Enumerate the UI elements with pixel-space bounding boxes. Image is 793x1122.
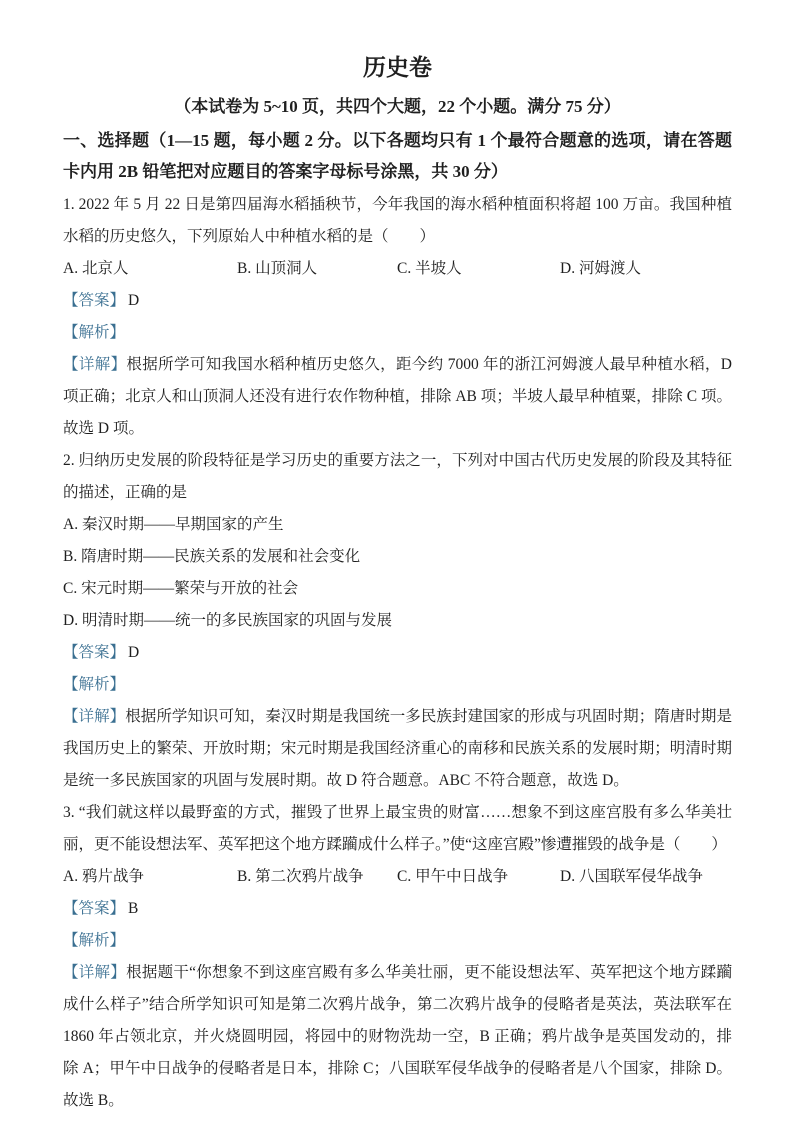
question-1-options bbox=[63, 253, 732, 285]
question-2-option-a: A. 秦汉时期——早期国家的产生 bbox=[63, 516, 284, 533]
question-2-option-b: B. 隋唐时期——民族关系的发展和社会变化 bbox=[63, 548, 361, 565]
question-1-analysis-line bbox=[63, 317, 732, 349]
exam-subtitle: （本试卷为 5~10 页，共四个大题，22 个小题。满分 75 分） bbox=[174, 97, 621, 116]
answer-label: 【答案】 bbox=[63, 292, 126, 309]
question-2-analysis-line bbox=[63, 669, 732, 701]
analysis-label: 【解析】 bbox=[63, 932, 126, 949]
question-3-option-b: B. 第二次鸦片战争 bbox=[237, 868, 364, 885]
question-3-detail bbox=[63, 957, 732, 1117]
question-1-answer-value: D bbox=[128, 292, 140, 309]
question-3-detail-text: 根据题干“你想象不到这座宫殿有多么华美壮丽，更不能设想法军、英军把这个地方蹂躏成什么样子”结合所学知识可知是第二次鸦片战争，第二次鸦片战争的侵略者是英法，英法联军在 1860 年占领北京，并火烧圆明园，将园中的财物洗劫一空，B 正确；鸦片战争是英国发动的，排除 A；甲午中日战争的侵略者是日本，排除 C；八国联军侵华战争的侵略者是八个国家，排除 D。故选 B。 bbox=[63, 964, 732, 1109]
question-2-options bbox=[63, 509, 732, 637]
question-1-option-b: B. 山顶洞人 bbox=[237, 260, 318, 277]
question-1-option-a: A. 北京人 bbox=[63, 260, 129, 277]
question-3-answer-value: B bbox=[128, 900, 139, 917]
question-3-options bbox=[63, 861, 732, 893]
question-1-option-c: C. 半坡人 bbox=[397, 260, 462, 277]
question-2-stem: 2. 归纳历史发展的阶段特征是学习历史的重要方法之一，下列对中国古代历史发展的阶段及其特征的描述，正确的是 bbox=[63, 452, 732, 501]
detail-label: 【详解】 bbox=[63, 708, 126, 725]
question-2-detail bbox=[63, 701, 732, 797]
question-3-stem: 3. “我们就这样以最野蛮的方式，摧毁了世界上最宝贵的财富……想象不到这座宫股有多么华美壮丽，更不能设想法军、英军把这个地方蹂躏成什么样子。”使“这座宫殿”惨遭摧毁的战争是（ ） bbox=[63, 804, 732, 853]
question-1-stem: 1. 2022 年 5 月 22 日是第四届海水稻插秧节，今年我国的海水稻种植面积将超 100 万亩。我国种植水稻的历史悠久，下列原始人中种植水稻的是（ ） bbox=[63, 196, 732, 245]
question-2-option-c: C. 宋元时期——繁荣与开放的社会 bbox=[63, 580, 299, 597]
question-3 bbox=[63, 797, 732, 1117]
detail-label: 【详解】 bbox=[63, 964, 127, 981]
question-3-answer-line bbox=[63, 893, 732, 925]
detail-label: 【详解】 bbox=[63, 356, 127, 373]
question-3-option-a: A. 鸦片战争 bbox=[63, 868, 144, 885]
answer-label: 【答案】 bbox=[63, 900, 126, 917]
question-1-answer-line bbox=[63, 285, 732, 317]
question-3-option-c: C. 甲午中日战争 bbox=[397, 868, 509, 885]
section-heading: 一、选择题（1—15 题，每小题 2 分。以下各题均只有 1 个最符合题意的选项，请在答题卡内用 2B 铅笔把对应题目的答案字母标号涂黑，共 30 分） bbox=[63, 131, 732, 181]
question-2-answer-line bbox=[63, 637, 732, 669]
question-1-detail bbox=[63, 349, 732, 445]
question-2-option-d: D. 明清时期——统一的多民族国家的巩固与发展 bbox=[63, 612, 392, 629]
question-1-detail-text: 根据所学可知我国水稻种植历史悠久，距今约 7000 年的浙江河姆渡人最早种植水稻，D 项正确；北京人和山顶洞人还没有进行农作物种植，排除 AB 项；半坡人最早种植粟，排除 C 项。故选 D 项。 bbox=[63, 356, 732, 437]
question-3-analysis-line bbox=[63, 925, 732, 957]
question-2-detail-text: 根据所学知识可知，秦汉时期是我国统一多民族封建国家的形成与巩固时期；隋唐时期是我国历史上的繁荣、开放时期；宋元时期是我国经济重心的南移和民族关系的发展时期；明清时期是统一多民族国家的巩固与发展时期。故 D 符合题意。ABC 不符合题意，故选 D。 bbox=[63, 708, 732, 789]
analysis-label: 【解析】 bbox=[63, 324, 126, 341]
question-3-option-d: D. 八国联军侵华战争 bbox=[560, 868, 703, 885]
question-2-answer-value: D bbox=[128, 644, 140, 661]
question-1-option-d: D. 河姆渡人 bbox=[560, 260, 641, 277]
question-1 bbox=[63, 189, 732, 445]
page-title: 历史卷 bbox=[363, 55, 432, 80]
analysis-label: 【解析】 bbox=[63, 676, 126, 693]
question-2 bbox=[63, 445, 732, 797]
answer-label: 【答案】 bbox=[63, 644, 126, 661]
